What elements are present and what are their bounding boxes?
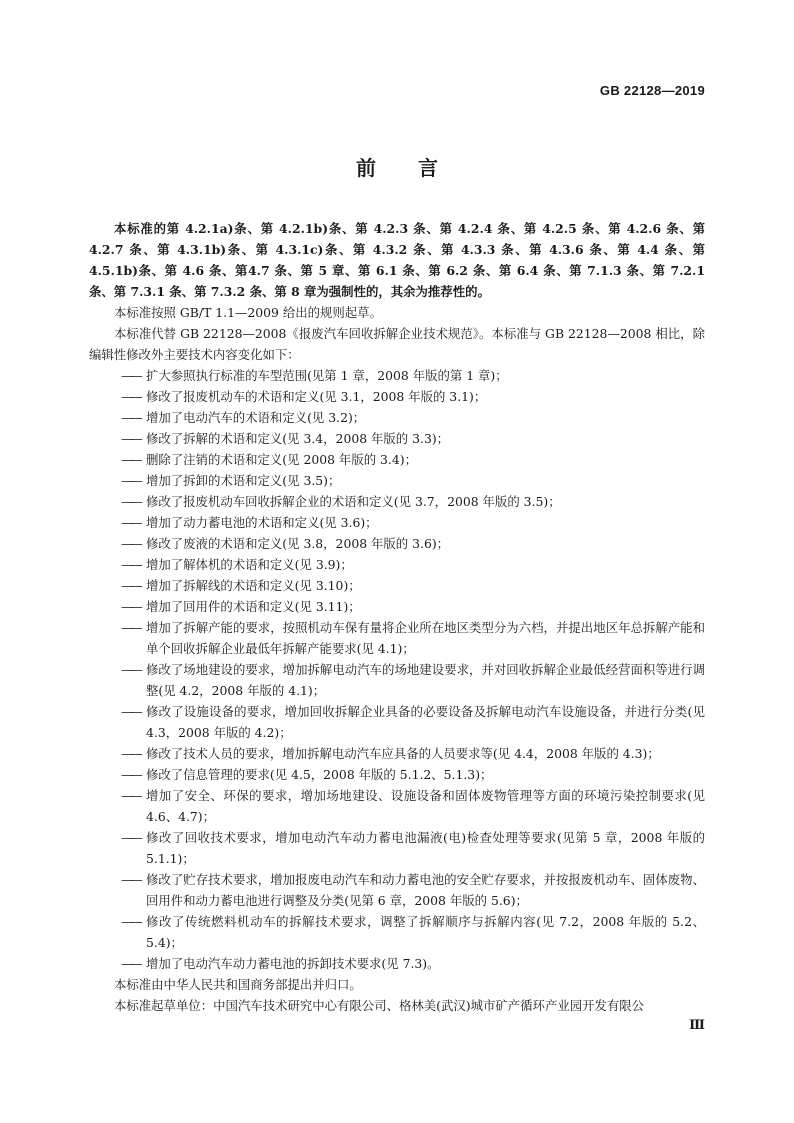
drafting-units-paragraph: 本标准起草单位：中国汽车技术研究中心有限公司、格林美(武汉)城市矿产循环产业园开发有限公 bbox=[114, 998, 645, 1013]
change-list-item bbox=[89, 785, 705, 827]
list-dash-marker: —— bbox=[121, 494, 140, 509]
list-dash-marker: —— bbox=[121, 368, 140, 383]
mandatory-clause-paragraph: 本标准的第 4.2.1a)条、第 4.2.1b)条、第 4.2.3 条、第 4.2.4 条、第 4.2.5 条、第 4.2.6 条、第 4.2.7 条、第 4.3.1b)条、第 4.3.1c)条、第 4.3.2 条、第 4.3.3 条、第 4.3.6 条、第 4.4 条、第 4.5.1b)条、第 4.6 条、第4.7 条、第 5 章、第 6.1 条、第 6.2 条、第 6.4 条、第 7.1.3 条、第 7.2.1 条、第 7.3.1 条、第 7.3.2 条、第 8 章为强制性的，其余为推荐性的。 bbox=[89, 221, 705, 299]
change-list-item-text: 增加了拆卸的术语和定义(见 3.5)； bbox=[146, 473, 341, 488]
list-dash-marker: —— bbox=[121, 389, 140, 404]
foreword-content bbox=[89, 218, 705, 1016]
change-list-item bbox=[89, 911, 705, 953]
page-number: Ⅲ bbox=[689, 1018, 705, 1033]
list-dash-marker: —— bbox=[121, 872, 140, 887]
page-title: 前言 bbox=[356, 156, 480, 180]
list-dash-marker: —— bbox=[121, 662, 140, 677]
change-list-item-text: 删除了注销的术语和定义(见 2008 年版的 3.4)； bbox=[146, 452, 417, 467]
change-list-item-text: 扩大参照执行标准的车型范围(见第 1 章，2008 年版的第 1 章)； bbox=[146, 368, 508, 383]
list-dash-marker: —— bbox=[121, 914, 140, 929]
change-list-item-text: 修改了报废机动车的术语和定义(见 3.1，2008 年版的 3.1)； bbox=[146, 389, 487, 404]
list-dash-marker: —— bbox=[121, 473, 140, 488]
change-list-item-text: 修改了贮存技术要求，增加报废电动汽车和动力蓄电池的安全贮存要求，并按报废机动车、固体废物、回用件和动力蓄电池进行调整及分类(见第 6 章，2008 年版的 5.6)； bbox=[146, 872, 705, 908]
change-list-item bbox=[89, 365, 705, 386]
change-list-item-text: 增加了拆解线的术语和定义(见 3.10)； bbox=[146, 578, 361, 593]
change-list-item-text: 修改了场地建设的要求，增加拆解电动汽车的场地建设要求，并对回收拆解企业最低经营面积等进行调整(见 4.2，2008 年版的 4.1)； bbox=[146, 662, 705, 698]
list-dash-marker: —— bbox=[121, 830, 140, 845]
change-list-item-text: 增加了回用件的术语和定义(见 3.11)； bbox=[146, 599, 361, 614]
list-dash-marker: —— bbox=[121, 410, 140, 425]
change-list-item-text: 增加了安全、环保的要求，增加场地建设、设施设备和固体废物管理等方面的环境污染控制要求(见 4.6、4.7)； bbox=[146, 788, 705, 824]
change-list-item-text: 修改了技术人员的要求，增加拆解电动汽车应具备的人员要求等(见 4.4，2008 年版的 4.3)； bbox=[146, 746, 660, 761]
change-list-item bbox=[89, 953, 705, 974]
change-list-item bbox=[89, 764, 705, 785]
changes-list bbox=[89, 365, 705, 974]
change-list-item-text: 修改了报废机动车回收拆解企业的术语和定义(见 3.7，2008 年版的 3.5)； bbox=[146, 494, 561, 509]
drafting-rules-paragraph: 本标准按照 GB/T 1.1—2009 给出的规则起草。 bbox=[114, 305, 382, 320]
list-dash-marker: —— bbox=[121, 788, 140, 803]
change-list-item bbox=[89, 554, 705, 575]
change-list-item-text: 修改了信息管理的要求(见 4.5，2008 年版的 5.1.2、5.1.3)； bbox=[146, 767, 493, 782]
change-list-item bbox=[89, 449, 705, 470]
list-dash-marker: —— bbox=[121, 746, 140, 761]
proposed-by-paragraph: 本标准由中华人民共和国商务部提出并归口。 bbox=[114, 977, 362, 992]
replaces-paragraph: 本标准代替 GB 22128—2008《报废汽车回收拆解企业技术规范》。本标准与 GB 22128—2008 相比，除编辑性修改外主要技术内容变化如下： bbox=[89, 326, 705, 362]
list-dash-marker: —— bbox=[121, 536, 140, 551]
change-list-item bbox=[89, 428, 705, 449]
change-list-item bbox=[89, 596, 705, 617]
list-dash-marker: —— bbox=[121, 452, 140, 467]
change-list-item bbox=[89, 575, 705, 596]
change-list-item-text: 修改了废液的术语和定义(见 3.8，2008 年版的 3.6)； bbox=[146, 536, 450, 551]
list-dash-marker: —— bbox=[121, 956, 140, 971]
change-list-item bbox=[89, 533, 705, 554]
change-list-item bbox=[89, 407, 705, 428]
list-dash-marker: —— bbox=[121, 599, 140, 614]
list-dash-marker: —— bbox=[121, 767, 140, 782]
change-list-item-text: 修改了设施设备的要求，增加回收拆解企业具备的必要设备及拆解电动汽车设施设备，并进行分类(见 4.3，2008 年版的 4.2)； bbox=[146, 704, 705, 740]
change-list-item bbox=[89, 470, 705, 491]
list-dash-marker: —— bbox=[121, 557, 140, 572]
list-dash-marker: —— bbox=[121, 515, 140, 530]
change-list-item-text: 修改了传统燃料机动车的拆解技术要求，调整了拆解顺序与拆解内容(见 7.2，2008 年版的 5.2、5.4)； bbox=[146, 914, 705, 950]
change-list-item-text: 增加了解体机的术语和定义(见 3.9)； bbox=[146, 557, 353, 572]
change-list-item bbox=[89, 659, 705, 701]
change-list-item bbox=[89, 869, 705, 911]
list-dash-marker: —— bbox=[121, 704, 140, 719]
change-list-item bbox=[89, 491, 705, 512]
change-list-item bbox=[89, 617, 705, 659]
change-list-item bbox=[89, 701, 705, 743]
change-list-item-text: 修改了拆解的术语和定义(见 3.4，2008 年版的 3.3)； bbox=[146, 431, 450, 446]
change-list-item-text: 增加了拆解产能的要求，按照机动车保有量将企业所在地区类型分为六档，并提出地区年总拆解产能和单个回收拆解企业最低年拆解产能要求(见 4.1)； bbox=[146, 620, 705, 656]
change-list-item-text: 修改了回收技术要求，增加电动汽车动力蓄电池漏液(电)检查处理等要求(见第 5 章，2008 年版的 5.1.1)； bbox=[146, 830, 705, 866]
list-dash-marker: —— bbox=[121, 578, 140, 593]
change-list-item bbox=[89, 827, 705, 869]
change-list-item-text: 增加了电动汽车动力蓄电池的拆卸技术要求(见 7.3)。 bbox=[146, 956, 440, 971]
change-list-item-text: 增加了动力蓄电池的术语和定义(见 3.6)； bbox=[146, 515, 378, 530]
change-list-item bbox=[89, 743, 705, 764]
list-dash-marker: —— bbox=[121, 431, 140, 446]
change-list-item bbox=[89, 512, 705, 533]
change-list-item-text: 增加了电动汽车的术语和定义(见 3.2)； bbox=[146, 410, 366, 425]
list-dash-marker: —— bbox=[121, 620, 140, 635]
change-list-item bbox=[89, 386, 705, 407]
standard-number: GB 22128—2019 bbox=[599, 83, 705, 98]
